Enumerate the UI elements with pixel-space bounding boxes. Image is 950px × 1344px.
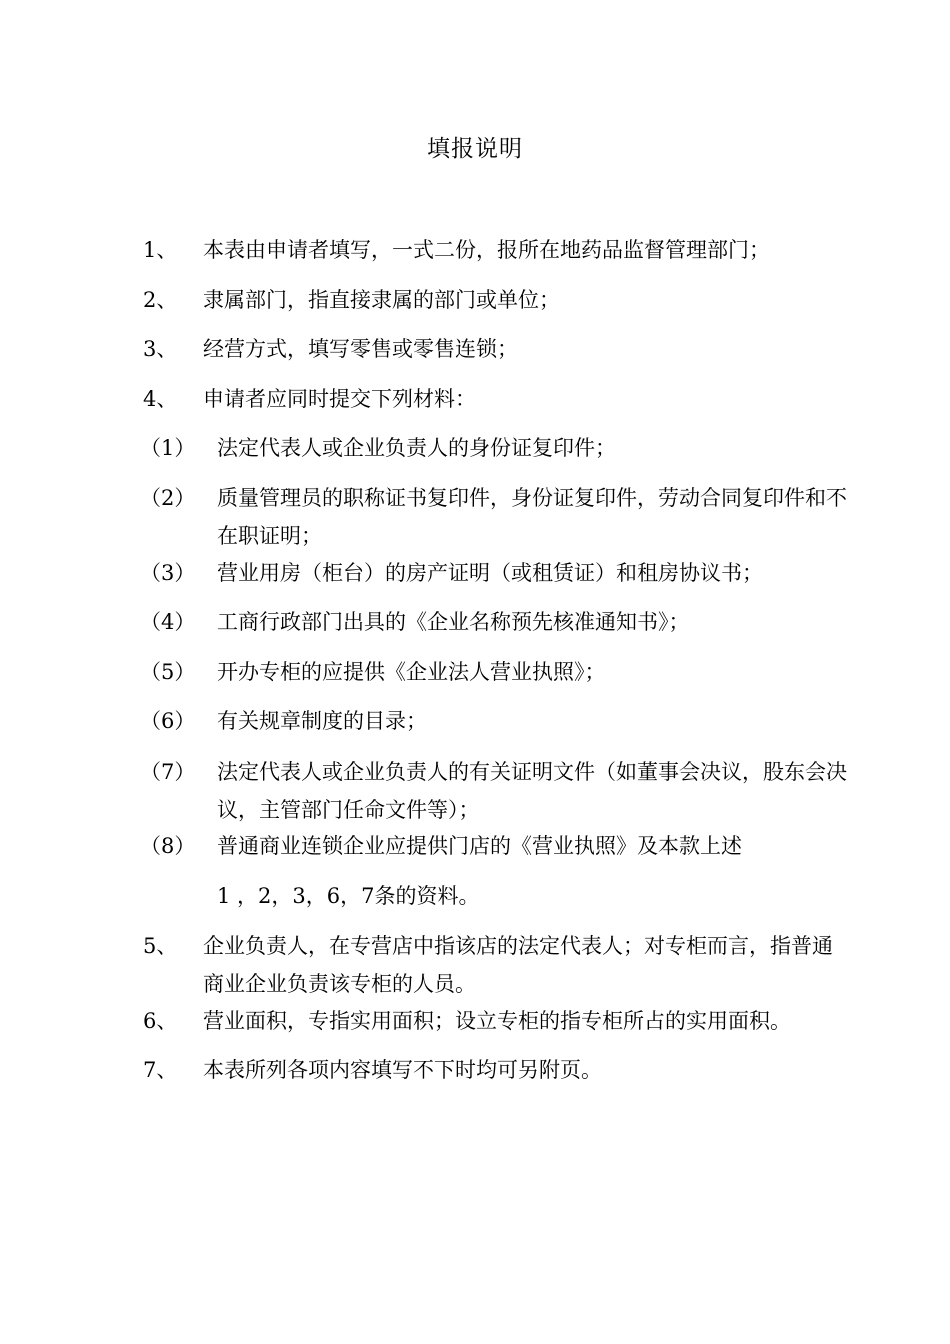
item-text: 营业面积，专指实用面积；设立专柜的指专柜所占的实用面积。	[203, 1009, 791, 1033]
subitem-number: （5）	[140, 660, 196, 684]
subitem-text: 质量管理员的职称证书复印件，身份证复印件，劳动合同复印件和不在职证明；	[217, 486, 847, 548]
subitem-number: （2）	[140, 486, 196, 510]
item-number: 3、	[143, 337, 178, 361]
item-number: 1、	[143, 238, 178, 262]
subitem-text: 普通商业连锁企业应提供门店的《营业执照》及本款上述	[217, 834, 742, 858]
item-number: 7、	[143, 1058, 178, 1082]
subitem-number: （1）	[140, 436, 196, 460]
item-number: 4、	[143, 387, 178, 411]
subitem-text: 法定代表人或企业负责人的身份证复印件；	[217, 436, 616, 460]
item-number: 2、	[143, 288, 178, 312]
item-text: 隶属部门，指直接隶属的部门或单位；	[203, 288, 560, 312]
subitem-number: （7）	[140, 760, 196, 784]
subitem-number: （6）	[140, 709, 196, 733]
item-text: 本表由申请者填写，一式二份，报所在地药品监督管理部门；	[203, 238, 770, 262]
item-text: 企业负责人，在专营店中指该店的法定代表人；对专柜而言，指普通商业企业负责该专柜的人员。	[203, 934, 833, 996]
subitem-text: 法定代表人或企业负责人的有关证明文件（如董事会决议，股东会决议，主管部门任命文件等）；	[217, 760, 847, 822]
item-text: 本表所列各项内容填写不下时均可另附页。	[203, 1058, 602, 1082]
subitem-text: 有关规章制度的目录；	[217, 709, 427, 733]
item-number: 6、	[143, 1009, 178, 1033]
subitem-text: 开办专柜的应提供《企业法人营业执照》；	[217, 660, 606, 684]
page-title: 填报说明	[427, 136, 523, 162]
item-text: 经营方式，填写零售或零售连锁；	[203, 337, 518, 361]
item-number: 5、	[143, 934, 178, 958]
subitem-text: 工商行政部门出具的《企业名称预先核准通知书》；	[217, 610, 690, 634]
subitem-continuation: 1 ，2，3，6，7条的资料。	[217, 884, 480, 908]
item-text: 申请者应同时提交下列材料：	[203, 387, 476, 411]
subitem-number: （4）	[140, 610, 196, 634]
subitem-text: 营业用房（柜台）的房产证明（或租赁证）和租房协议书；	[217, 561, 763, 585]
subitem-number: （8）	[140, 834, 196, 858]
subitem-number: （3）	[140, 561, 196, 585]
